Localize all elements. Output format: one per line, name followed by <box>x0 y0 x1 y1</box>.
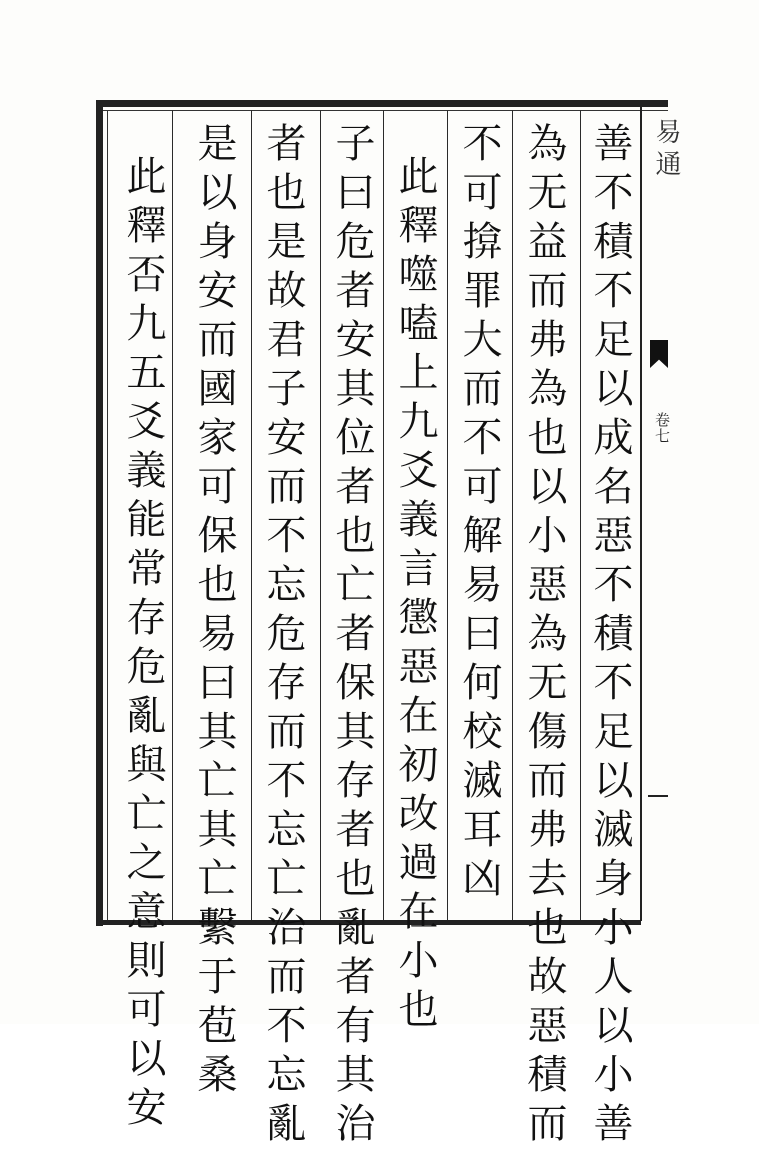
text-column-2: 為无益而弗為也以小惡為无傷而弗去也故惡積而 <box>521 122 567 1151</box>
fold-book-title: 易通 <box>651 118 681 182</box>
frame-left-border <box>96 100 103 926</box>
text-column-3: 不可揜罪大而不可解易曰何校滅耳凶 <box>456 122 502 906</box>
column-rule <box>580 110 581 920</box>
fold-volume-label: 卷七 <box>653 412 671 444</box>
text-column-4: 子曰危者安其位者也亡者保其存者也亂者有其治 <box>329 122 375 1151</box>
column-rule <box>172 110 173 920</box>
column-rule <box>251 110 252 920</box>
text-column-5: 者也是故君子安而不忘危存而不忘亡治而不忘亂 <box>260 122 306 1151</box>
frame-left-inner-line <box>107 110 108 920</box>
commentary-column-1: 此釋噬嗑上九爻義言懲惡在初改過在小也 <box>392 155 438 1037</box>
column-rule <box>320 110 321 920</box>
commentary-column-2: 此釋否九五爻義能常存危亂與亡之意則可以安 <box>120 155 166 1135</box>
text-column-6: 是以身安而國家可保也易曰其亡其亡繫于苞桑 <box>191 122 237 1102</box>
column-rule <box>383 110 384 920</box>
fold-rule-mark <box>648 795 668 797</box>
frame-top-border <box>96 100 668 107</box>
frame-top-inner-line <box>96 110 668 111</box>
frame-right-border <box>640 107 642 921</box>
column-rule <box>512 110 513 920</box>
column-rule <box>447 110 448 920</box>
text-column-1: 善不積不足以成名惡不積不足以滅身小人以小善 <box>587 122 633 1151</box>
fish-tail-mark <box>650 340 668 368</box>
